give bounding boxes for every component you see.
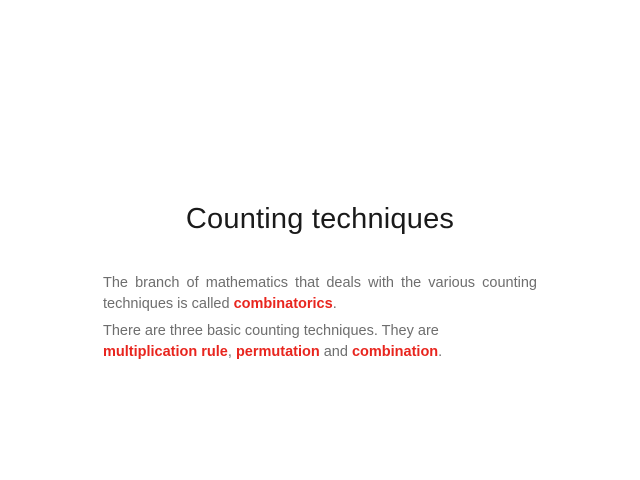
slide-body: [103, 273, 537, 363]
body-text: .: [438, 344, 443, 360]
body-paragraph-1: [103, 273, 537, 315]
body-text: The branch of mathematics that deals with the various counting techniques is called: [103, 275, 537, 312]
body-text: ,: [227, 344, 236, 360]
highlighted-term: combination: [351, 344, 439, 360]
body-paragraph-2: [103, 321, 537, 363]
body-text: .: [332, 296, 337, 312]
page-title: Counting techniques: [185, 203, 455, 236]
highlighted-term: multiplication rule: [103, 344, 228, 360]
body-text: There are three basic counting techniques. They are: [103, 323, 439, 339]
highlighted-term: permutation: [235, 344, 320, 360]
body-text: and: [319, 344, 352, 360]
highlighted-term: combinatorics: [233, 296, 333, 312]
